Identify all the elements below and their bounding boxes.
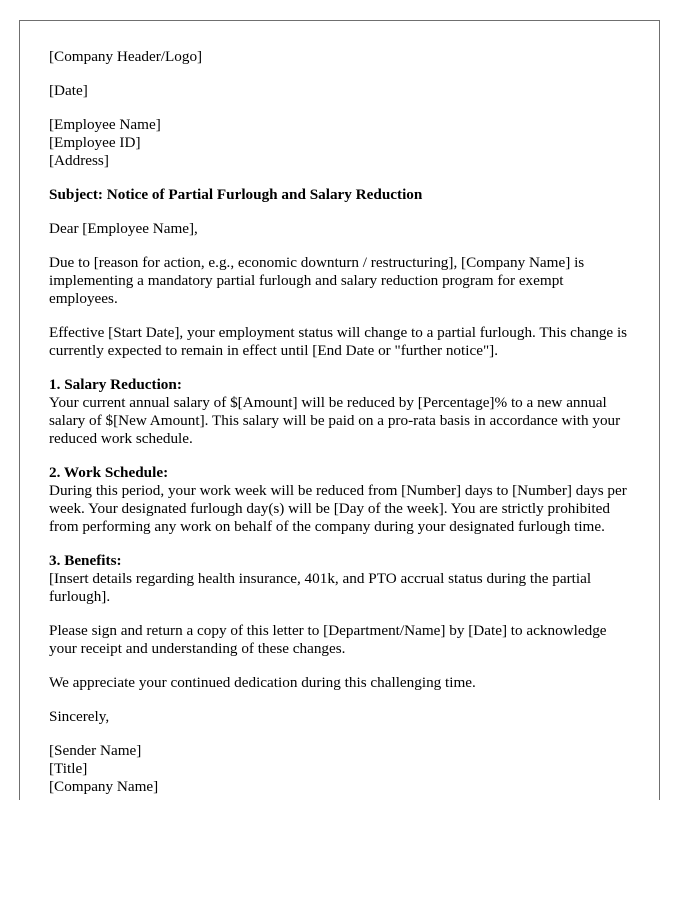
closing: Sincerely,: [49, 708, 110, 725]
appreciation-paragraph: We appreciate your continued dedication during this challenging time.: [49, 674, 476, 691]
company-header: [Company Header/Logo]: [49, 48, 203, 65]
subject-line: Subject: Notice of Partial Furlough and Salary Reduction: [49, 186, 423, 203]
section-salary-reduction: [49, 376, 630, 448]
letter-date: [Date]: [49, 82, 88, 99]
sender-title: [Title]: [49, 760, 88, 777]
intro-paragraph: Due to [reason for action, e.g., economic downturn / restructuring], [Company Name] is implementing a mandatory partial furlough and salary reduction program for exempt employees.: [49, 254, 585, 307]
section-heading: 3. Benefits:: [49, 552, 122, 569]
sender-name: [Sender Name]: [49, 742, 142, 759]
sender-company: [Company Name]: [49, 778, 159, 795]
recipient-id: [Employee ID]: [49, 134, 141, 151]
return-request-paragraph: Please sign and return a copy of this letter to [Department/Name] by [Date] to acknowledge your receipt and understanding of these changes.: [49, 622, 607, 657]
section-work-schedule: [49, 464, 630, 536]
letter-page: [19, 20, 660, 800]
recipient-name: [Employee Name]: [49, 116, 161, 133]
section-body: During this period, your work week will be reduced from [Number] days to [Number] days per week. Your designated furlough day(s) will be [Day of the week]. You are strictly prohibited from performing any work on behalf of the company during your designated furlough time.: [49, 482, 627, 535]
section-heading: 1. Salary Reduction:: [49, 376, 182, 393]
section-heading: 2. Work Schedule:: [49, 464, 169, 481]
recipient-block: [49, 116, 630, 170]
section-body: [Insert details regarding health insurance, 401k, and PTO accrual status during the partial furlough].: [49, 570, 592, 605]
sender-block: [49, 742, 630, 796]
recipient-address: [Address]: [49, 152, 109, 169]
effective-paragraph: Effective [Start Date], your employment status will change to a partial furlough. This change is currently expected to remain in effect until [End Date or "further notice"].: [49, 324, 628, 359]
section-body: Your current annual salary of $[Amount] will be reduced by [Percentage]% to a new annual salary of $[New Amount]. This salary will be paid on a pro-rata basis in accordance with your reduced work schedule.: [49, 394, 621, 447]
section-benefits: [49, 552, 630, 606]
letter-content: [20, 21, 659, 796]
salutation: Dear [Employee Name],: [49, 220, 198, 237]
